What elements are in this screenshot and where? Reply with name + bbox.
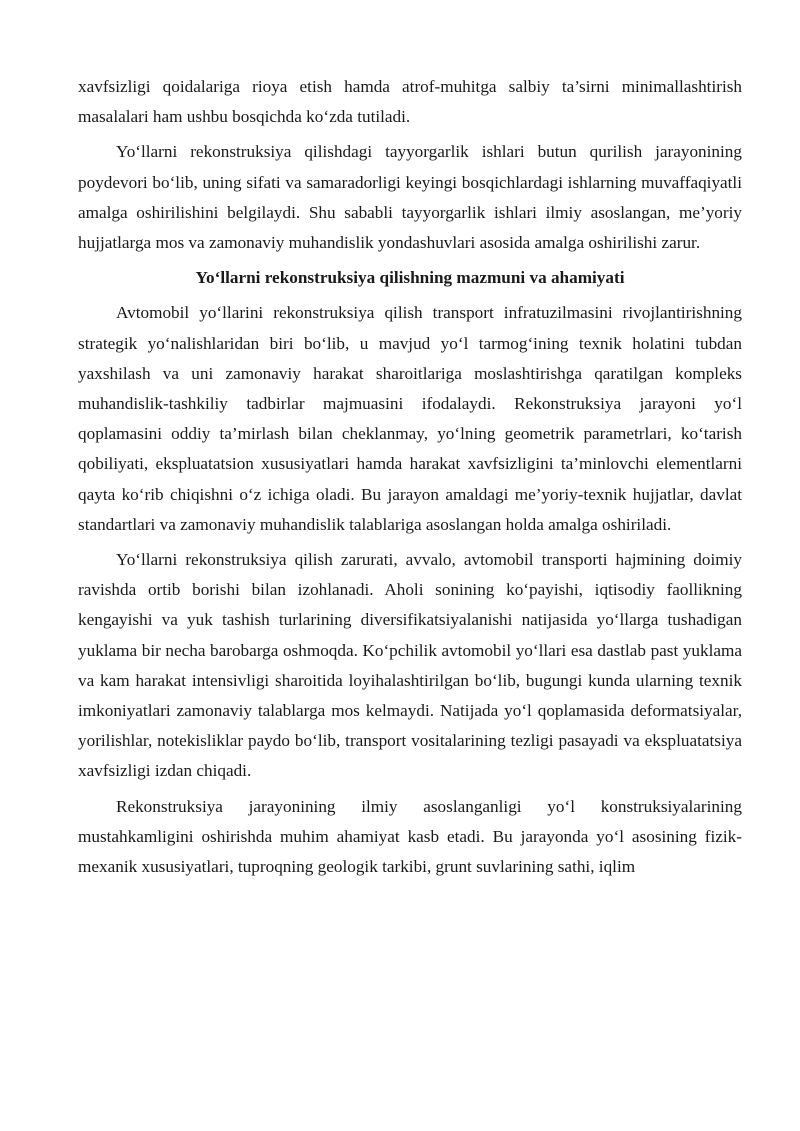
- document-page: [78, 72, 742, 887]
- paragraph-4: Yo‘llarni rekonstruksiya qilish zarurati, avvalo, avtomobil transporti hajmining doimiy ravishda ortib borishi bilan izohlanadi. Aholi sonining ko‘payishi, iqtisodiy faollikning kengayishi va yuk tashish turlarining diversifikatsiyalanishi natijasida yo‘llarga tushadigan yuklama bir necha barobarga oshmoqda. Ko‘pchilik avtomobil yo‘llari esa dastlab past yuklama va kam harakat intensivligi sharoitida loyihalashtirilgan bo‘lib, bugungi kunda ularning texnik imkoniyatlari zamonaviy talablarga mos kelmaydi. Natijada yo‘l qoplamasida deformatsiyalar, yorilishlar, notekisliklar paydo bo‘lib, transport vositalarining tezligi pasayadi va ekspluatatsiya xavfsizligi izdan chiqadi.: [78, 550, 742, 781]
- paragraph-2: Yo‘llarni rekonstruksiya qilishdagi tayyorgarlik ishlari butun qurilish jarayonining poydevori bo‘lib, uning sifati va samaradorligi keyingi bosqichlardagi ishlarning muvaffaqiyatli amalga oshirilishini belgilaydi. Shu sababli tayyorgarlik ishlari ilmiy asoslangan, me’yoriy hujjatlarga mos va zamonaviy muhandislik yondashuvlari asosida amalga oshirilishi zarur.: [78, 142, 742, 253]
- paragraph-1: xavfsizligi qoidalariga rioya etish hamda atrof-muhitga salbiy ta’sirni minimallashtirish masalalari ham ushbu bosqichda ko‘zda tutiladi.: [78, 77, 742, 127]
- paragraph-3: Avtomobil yo‘llarini rekonstruksiya qilish transport infratuzilmasini rivojlantirishning strategik yo‘nalishlaridan biri bo‘lib, u mavjud yo‘l tarmog‘ining texnik holatini tubdan yaxshilash va uni zamonaviy harakat sharoitlariga moslashtirishga qaratilgan kompleks muhandislik-tashkiliy tadbirlar majmuasini ifodalaydi. Rekonstruksiya jarayoni yo‘l qoplamasini oddiy ta’mirlash bilan cheklanmay, yo‘lning geometrik parametrlari, ko‘tarish qobiliyati, ekspluatatsion xususiyatlari hamda harakat xavfsizligini ta’minlovchi elementlarni qayta ko‘rib chiqishni o‘z ichiga oladi. Bu jarayon amaldagi me’yoriy-texnik hujjatlar, davlat standartlari va zamonaviy muhandislik talablariga asoslangan holda amalga oshiriladi.: [78, 303, 742, 534]
- paragraph-5: Rekonstruksiya jarayonining ilmiy asoslanganligi yo‘l konstruksiyalarining mustahkamligini oshirishda muhim ahamiyat kasb etadi. Bu jarayonda yo‘l asosining fizik-mexanik xususiyatlari, tuproqning geologik tarkibi, grunt suvlarining sathi, iqlim: [78, 796, 742, 877]
- section-heading: Yo‘llarni rekonstruksiya qilishning mazmuni va ahamiyati: [195, 268, 625, 288]
